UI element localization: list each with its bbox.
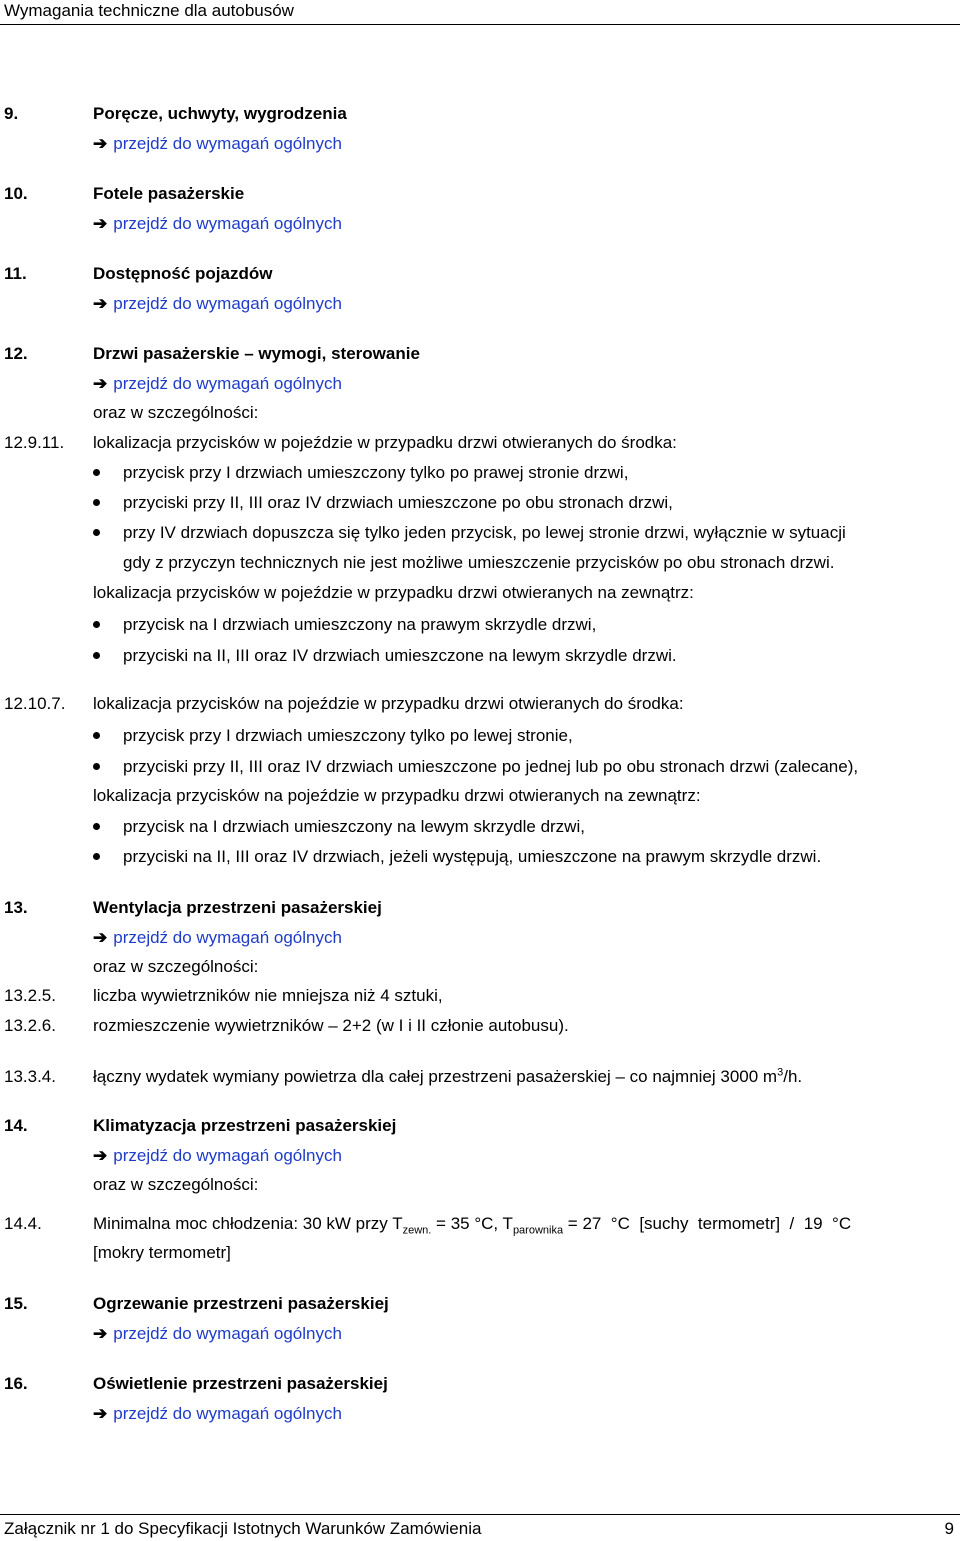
section-11-number: 11. xyxy=(4,264,27,283)
section-13-number: 13. xyxy=(4,898,28,917)
req-12-10-7-intro: lokalizacja przycisków na pojeździe w przypadku drzwi otwieranych do środka: xyxy=(93,694,684,713)
req-12-10-7-item: przyciski na II, III oraz IV drzwiach, jeżeli występują, umieszczone na prawym skrzydle drzwi. xyxy=(123,847,822,866)
req-12-10-7-intro-2: lokalizacja przycisków na pojeździe w przypadku drzwi otwieranych na zewnątrz: xyxy=(93,786,701,805)
req-12-9-11-number: 12.9.11. xyxy=(4,433,65,452)
bullet xyxy=(93,853,100,860)
req-12-10-7-item: przycisk przy I drzwiach umieszczony tylko po lewej stronie, xyxy=(123,726,573,745)
req-12-9-11-intro-2: lokalizacja przycisków w pojeździe w przypadku drzwi otwieranych na zewnątrz: xyxy=(93,583,694,602)
section-11-title: Dostępność pojazdów xyxy=(93,264,273,283)
section-12-link[interactable]: ➔ przejdź do wymagań ogólnych xyxy=(93,374,342,393)
arrow-right-icon: ➔ xyxy=(93,1404,108,1423)
req-12-10-7-number: 12.10.7. xyxy=(4,694,66,713)
bullet xyxy=(93,823,100,830)
section-12-title: Drzwi pasażerskie – wymogi, sterowanie xyxy=(93,344,420,363)
req-12-9-11-item: przycisk na I drzwiach umieszczony na prawym skrzydle drzwi, xyxy=(123,615,597,634)
page-number: 9 xyxy=(944,1519,954,1538)
req-13-3-4-number: 13.3.4. xyxy=(4,1067,56,1086)
req-14-4-text-cont: [mokry termometr] xyxy=(93,1243,231,1262)
req-14-4-text: Minimalna moc chłodzenia: 30 kW przy $T_{zewn.} = 35$ °C, $T_{parownika} = 27$ °C [suchy termometr] / 19 °C xyxy=(93,1214,852,1237)
section-16-number: 16. xyxy=(4,1374,28,1393)
req-12-9-11-item-cont: gdy z przyczyn technicznych nie jest możliwe umieszczenie przycisków po obu stronach drzwi. xyxy=(123,553,835,572)
section-10-number: 10. xyxy=(4,184,28,203)
section-9-number: 9. xyxy=(4,104,19,123)
section-16-link[interactable]: ➔ przejdź do wymagań ogólnych xyxy=(93,1404,342,1423)
footer-rule xyxy=(0,1514,960,1515)
req-14-4-number: 14.4. xyxy=(4,1214,42,1233)
section-10-link[interactable]: ➔ przejdź do wymagań ogólnych xyxy=(93,214,342,233)
req-12-9-11-intro: lokalizacja przycisków w pojeździe w przypadku drzwi otwieranych do środka: xyxy=(93,433,677,452)
section-12-number: 12. xyxy=(4,344,28,363)
bullet xyxy=(93,652,100,659)
req-13-2-5-number: 13.2.5. xyxy=(4,986,56,1005)
section-14-title: Klimatyzacja przestrzeni pasażerskiej xyxy=(93,1116,397,1135)
section-15-link[interactable]: ➔ przejdź do wymagań ogólnych xyxy=(93,1324,342,1343)
section-9-title: Poręcze, uchwyty, wygrodzenia xyxy=(93,104,347,123)
req-13-2-6-number: 13.2.6. xyxy=(4,1016,56,1035)
req-13-3-4-text: łączny wydatek wymiany powietrza dla całej przestrzeni pasażerskiej – co najmniej 3000 $m^3/h$. xyxy=(93,1066,803,1086)
bullet xyxy=(93,732,100,739)
bullet xyxy=(93,763,100,770)
req-12-10-7-item: przycisk na I drzwiach umieszczony na lewym skrzydle drzwi, xyxy=(123,817,585,836)
req-12-10-7-item: przyciski przy II, III oraz IV drzwiach umieszczone po jednej lub po obu stronach drzwi (zalecane), xyxy=(123,757,859,776)
section-13-link[interactable]: ➔ przejdź do wymagań ogólnych xyxy=(93,928,342,947)
bullet xyxy=(93,621,100,628)
arrow-right-icon: ➔ xyxy=(93,928,108,947)
section-14-link[interactable]: ➔ przejdź do wymagań ogólnych xyxy=(93,1146,342,1165)
section-14-detail-label: oraz w szczególności: xyxy=(93,1175,259,1194)
arrow-right-icon: ➔ xyxy=(93,374,108,393)
section-13-title: Wentylacja przestrzeni pasażerskiej xyxy=(93,898,382,917)
req-12-9-11-item: przy IV drzwiach dopuszcza się tylko jeden przycisk, po lewej stronie drzwi, wyłącznie w sytuacji xyxy=(123,523,846,542)
arrow-right-icon: ➔ xyxy=(93,1324,108,1343)
section-13-detail-label: oraz w szczególności: xyxy=(93,957,259,976)
bullet xyxy=(93,529,100,536)
page-header: Wymagania techniczne dla autobusów xyxy=(4,1,294,20)
req-13-2-5-text: liczba wywietrzników nie mniejsza niż 4 sztuki, xyxy=(93,986,443,1005)
req-12-9-11-item: przyciski przy II, III oraz IV drzwiach umieszczone po obu stronach drzwi, xyxy=(123,493,673,512)
bullet xyxy=(93,499,100,506)
section-16-title: Oświetlenie przestrzeni pasażerskiej xyxy=(93,1374,388,1393)
section-14-number: 14. xyxy=(4,1116,28,1135)
bullet xyxy=(93,469,100,476)
section-9-link[interactable]: ➔ przejdź do wymagań ogólnych xyxy=(93,134,342,153)
section-15-number: 15. xyxy=(4,1294,28,1313)
section-10-title: Fotele pasażerskie xyxy=(93,184,245,203)
section-12-detail-label: oraz w szczególności: xyxy=(93,403,259,422)
arrow-right-icon: ➔ xyxy=(93,134,108,153)
req-12-9-11-item: przycisk przy I drzwiach umieszczony tylko po prawej stronie drzwi, xyxy=(123,463,629,482)
section-11-link[interactable]: ➔ przejdź do wymagań ogólnych xyxy=(93,294,342,313)
page-footer: Załącznik nr 1 do Specyfikacji Istotnych Warunków Zamówienia xyxy=(4,1519,482,1538)
arrow-right-icon: ➔ xyxy=(93,214,108,233)
req-13-2-6-text: rozmieszczenie wywietrzników – 2+2 (w I i II członie autobusu). xyxy=(93,1016,569,1035)
arrow-right-icon: ➔ xyxy=(93,294,108,313)
req-12-9-11-item: przyciski na II, III oraz IV drzwiach umieszczone na lewym skrzydle drzwi. xyxy=(123,646,677,665)
header-rule xyxy=(0,24,960,25)
arrow-right-icon: ➔ xyxy=(93,1146,108,1165)
section-15-title: Ogrzewanie przestrzeni pasażerskiej xyxy=(93,1294,389,1313)
